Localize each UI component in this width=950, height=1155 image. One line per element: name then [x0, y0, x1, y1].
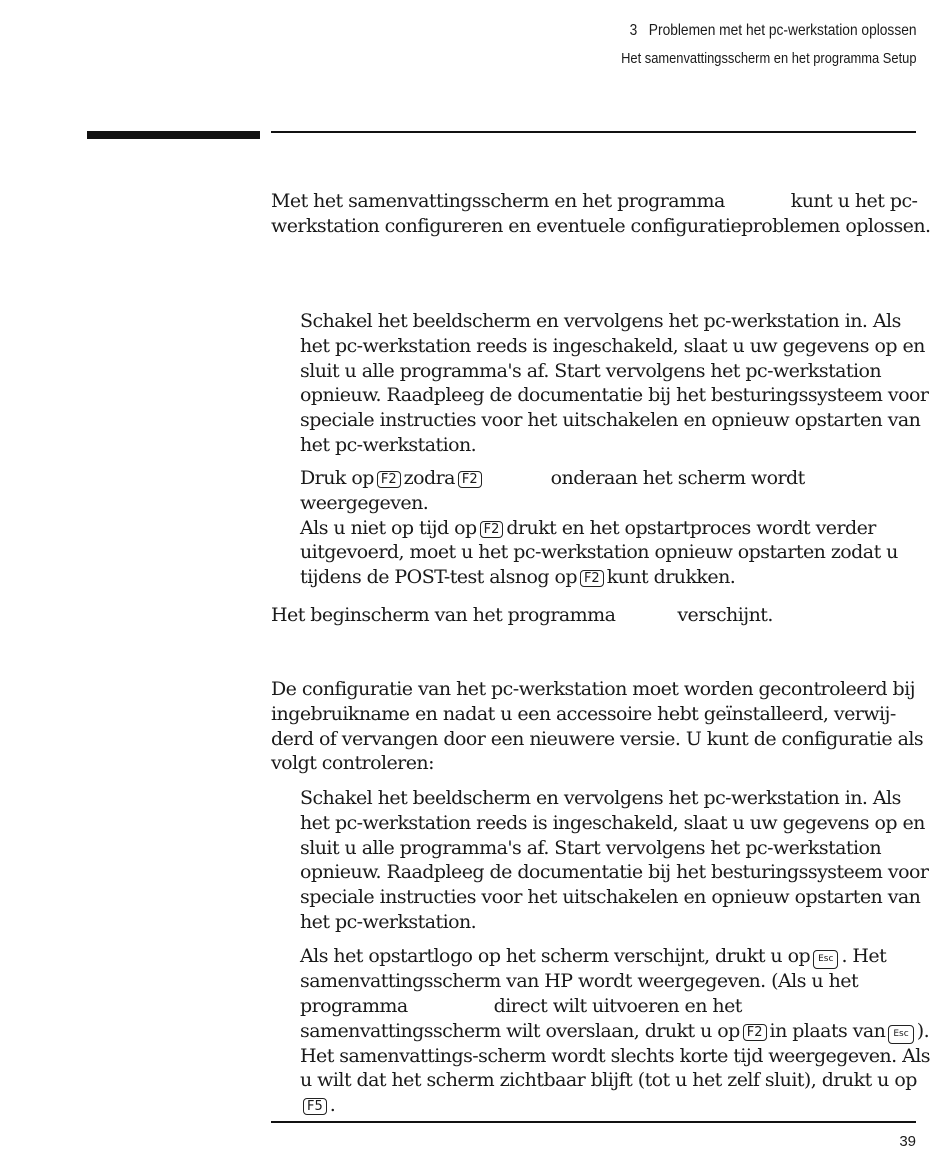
- section-title: Het samenvattingsscherm en het programma Setup: [620, 50, 916, 67]
- config-intro-paragraph: De configuratie van het pc-werkstation moet worden gecontroleerd bij ingebruikname en nadat u een accessoire hebt geïnstalleerd, verwij-derd of vervangen door een nieuwere versie. U kunt de configuratie als volgt controleren:: [271, 678, 924, 775]
- chapter-heading: [621, 20, 916, 42]
- running-header: [573, 20, 917, 70]
- f2-key: F2: [458, 471, 482, 488]
- footer-divider: [271, 1121, 916, 1123]
- step-a2: Druk op F2 zodra F2 onderaan het scherm wordt weergegeven. Als u niet op tijd op F2 drukt en het opstartproces wordt verder uitgevoerd, moet u het pc-werkstation opnieuw opstarten zodat u tijdens de POST-test alsnog op F2 kunt drukken.: [300, 467, 898, 589]
- section-marker-bar: [87, 131, 260, 139]
- step-b2: Als het opstartlogo op het scherm verschijnt, drukt u op Esc . Het samenvattingsscherm van HP wordt weergegeven. (Als u het programma direct wilt uitvoeren en het samenvattingsscherm wilt overslaan, drukt u op F2 in plaats van Esc ). Het samenvattings-scherm wordt slechts korte tijd weergegeven. Als u wilt dat het scherm zichtbaar blijft (tot u het zelf sluit), drukt u opF5 .: [300, 945, 930, 1117]
- step-a1: Schakel het beeldscherm en vervolgens het pc-werkstation in. Als het pc-werkstation reeds is ingeschakeld, slaat u uw gegevens op en sluit u alle programma's af. Start vervolgens het pc-werkstation opnieuw. Raadpleeg de documentatie bij het besturingssysteem voor speciale instructies voor het uitschakelen en opnieuw opstarten van het pc-werkstation.: [300, 310, 929, 456]
- intro-paragraph: Met het samenvattingsscherm en het programma kunt u het pc-werkstation configureren en eventuele configuratieproblemen oplossen.: [271, 190, 931, 237]
- f2-key: F2: [377, 471, 401, 488]
- result-line: Het beginscherm van het programma verschijnt.: [271, 604, 773, 626]
- chapter-number: 3: [629, 22, 637, 39]
- page-number: 39: [899, 1133, 916, 1150]
- step-b1: Schakel het beeldscherm en vervolgens het pc-werkstation in. Als het pc-werkstation reeds is ingeschakeld, slaat u uw gegevens op en sluit u alle programma's af. Start vervolgens het pc-werkstation opnieuw. Raadpleeg de documentatie bij het besturingssysteem voor speciale instructies voor het uitschakelen en opnieuw opstarten van het pc-werkstation.: [300, 787, 929, 933]
- f5-key: F5: [303, 1098, 327, 1115]
- f2-key: F2: [480, 521, 504, 538]
- f2-key: F2: [580, 570, 604, 587]
- f2-key: F2: [743, 1024, 767, 1041]
- esc-key: Esc: [813, 950, 838, 969]
- header-divider: [271, 131, 916, 133]
- esc-key: Esc: [888, 1025, 913, 1044]
- chapter-title: Problemen met het pc-werkstation oplossen: [648, 22, 916, 39]
